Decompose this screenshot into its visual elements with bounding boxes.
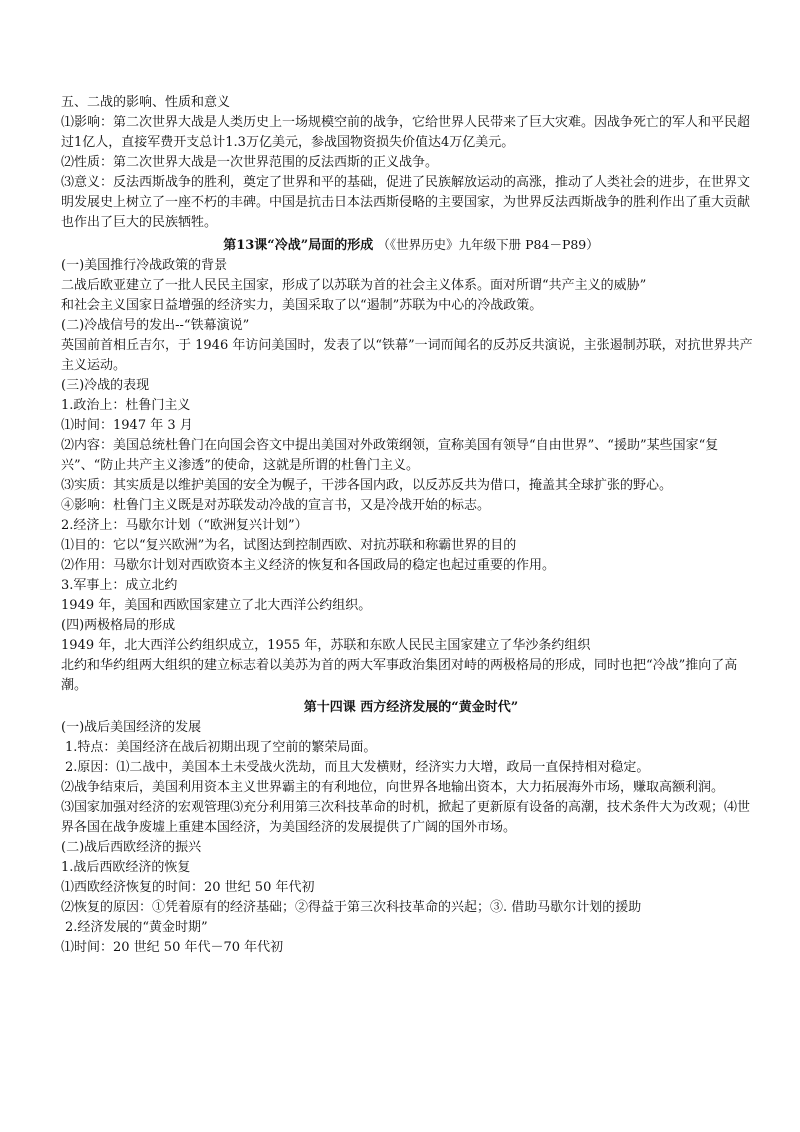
item-heading: 1.政治上：杜鲁门主义 (61, 398, 191, 413)
paragraph-nature: ⑵性质：第二次世界大战是一次世界范围的反法西斯的正义战争。 (61, 155, 439, 170)
paragraph-line: 1949 年，北大西洋公约组织成立，1955 年，苏联和东欧人民民主国家建立了华沙条约组织 (61, 638, 591, 653)
subheading: (一)战后美国经济的发展 (61, 720, 202, 735)
paragraph-line: 和社会主义国家日益增强的经济实力，美国采取了以“遏制”苏联为中心的冷战政策。 (61, 298, 543, 313)
subheading: (二)冷战信号的发出--“铁幕演说” (61, 318, 250, 333)
item-line: 1.特点：美国经济在战后初期出现了空前的繁荣局面。 (65, 740, 377, 755)
paragraph-meaning: ⑶意义：反法西斯战争的胜利，奠定了世界和平的基础，促进了民族解放运动的高涨，推动了人类社会的进步，在世界文明发展史上树立了一座不朽的丰碑。中国是抗击日本法西斯侵略的主要国家，为世界反法西斯战争的胜利作出了重大贡献也作出了巨大的民族牺牲。 (61, 175, 751, 230)
paragraph-impact: ⑴影响：第二次世界大战是人类历史上一场规模空前的战争，它给世界人民带来了巨大灾难。因战争死亡的军人和平民超过1亿人，直接军费开支总计1.3万亿美元，参战国物资损失价值达4万亿美元。 (61, 115, 751, 150)
document-page (61, 93, 761, 958)
item-line: ⑴时间：1947 年 3 月 (61, 418, 193, 433)
item-heading: 1.战后西欧经济的恢复 (61, 860, 191, 875)
item-line: ⑵恢复的原因：①凭着原有的经济基础；②得益于第三次科技革命的兴起；③. 借助马歇尔计划的援助 (61, 900, 642, 915)
section-heading: 五、二战的影响、性质和意义 (61, 95, 231, 110)
item-line: ⑵作用：马歇尔计划对西欧资本主义经济的恢复和各国政局的稳定也起过重要的作用。 (61, 558, 556, 573)
paragraph-bipolar: 北约和华约组两大组织的建立标志着以美苏为首的两大军事政治集团对峙的两极格局的形成，同时也把“冷战”推向了高潮。 (61, 658, 738, 693)
lesson-13-title (61, 235, 761, 256)
item-line: ⑶实质：其实质是以维护美国的安全为幌子，干涉各国内政，以反苏反共为借口，掩盖其全球扩张的野心。 (61, 478, 673, 493)
item-heading: 3.军事上：成立北约 (61, 578, 178, 593)
item-line: ⑴目的：它以“复兴欧洲”为名，试图达到控制西欧、对抗苏联和称霸世界的目的 (61, 538, 517, 553)
paragraph-line: 二战后欧亚建立了一批人民民主国家，形成了以苏联为首的社会主义体系。面对所谓“共产主义的威胁” (61, 278, 647, 293)
item-line: 2.原因：⑴二战中，美国本土未受战火洗劫，而且大发横财，经济实力大增，政局一直保持相对稳定。 (65, 760, 650, 775)
lesson-13-title-text: 第13课“冷战”局面的形成 (223, 238, 374, 253)
lesson-14-title: 第十四课 西方经济发展的“黄金时代” (303, 700, 519, 715)
paragraph-iron-curtain: 英国前首相丘吉尔，于 1946 年访问美国时，发表了以“铁幕”一词而闻名的反苏反共演说，主张遏制苏联，对抗世界共产主义运动。 (61, 338, 753, 373)
item-heading: 2.经济发展的“黄金时期” (65, 920, 208, 935)
subheading: (四)两极格局的形成 (61, 618, 176, 633)
item-line: ⑴西欧经济恢复的时间：20 世纪 50 年代初 (61, 880, 315, 895)
subheading: (一)美国推行冷战政策的背景 (61, 258, 228, 273)
item-line: ⑶国家加强对经济的宏观管理⑶充分利用第三次科技革命的时机，掀起了更新原有设备的高潮，技术条件大为改观；⑷世界各国在战争废墟上重建本国经济，为美国经济的发展提供了广阔的国外市场。 (61, 800, 751, 835)
item-heading: 2.经济上：马歇尔计划（“欧洲复兴计划”） (61, 518, 308, 533)
item-line: ⑵战争结束后，美国利用资本主义世界霸主的有利地位，向世界各地输出资本，大力拓展海外市场，赚取高额利润。 (61, 780, 725, 795)
lesson-13-source: （《世界历史》九年级下册 P84－P89） (377, 237, 599, 252)
item-line: ⑴时间：20 世纪 50 年代－70 年代初 (61, 940, 284, 955)
subheading: (二)战后西欧经济的振兴 (61, 840, 202, 855)
item-line: ⑵内容：美国总统杜鲁门在向国会咨文中提出美国对外政策纲领，宣称美国有领导“自由世界”、“援助”某些国家“复兴”、“防止共产主义渗透”的使命，这就是所谓的杜鲁门主义。 (61, 438, 719, 473)
item-line: ④影响：杜鲁门主义既是对苏联发动冷战的宣言书，又是冷战开始的标志。 (61, 498, 491, 513)
subheading: (三)冷战的表现 (61, 378, 150, 393)
item-line: 1949 年，美国和西欧国家建立了北大西洋公约组织。 (61, 598, 372, 613)
